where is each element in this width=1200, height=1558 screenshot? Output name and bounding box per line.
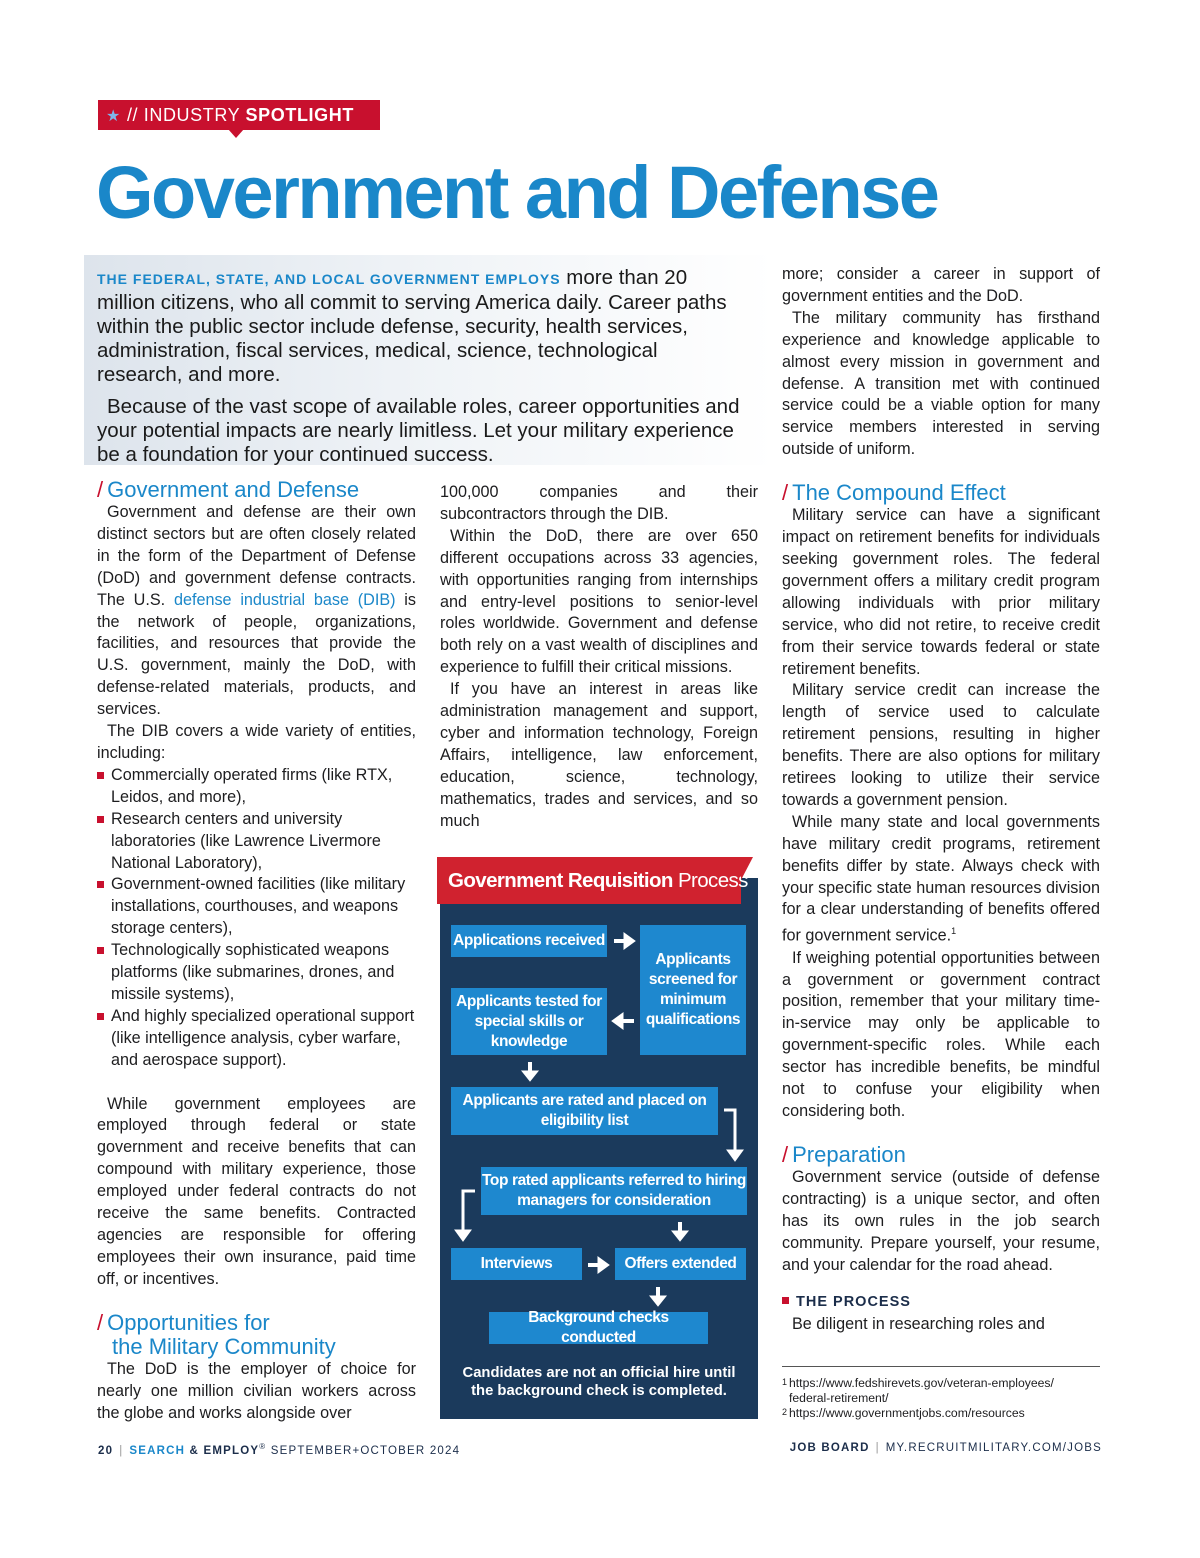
intro-lead-caps: THE FEDERAL, STATE, AND LOCAL GOVERNMENT EMPLOYS (97, 271, 561, 287)
footnote-2[interactable]: $^2$ https://www.governmentjobs.com/resources (782, 1406, 1025, 1420)
compound-paragraph-3: While many state and local governments have military credit programs, retirement benefits differ by state. Always check with your specific state human resources division for a clear understanding of benefits offered for government service.$^1$ (782, 812, 1100, 945)
page-title: Government and Defense (96, 151, 938, 234)
compound-paragraph-4: If weighing potential opportunities between a government or government contract position, remember that your military time-in-service may only be applicable to government-specific roles. While each sector has incredible benefits, be mindful not to confuse your eligibility when considering both. (782, 948, 1100, 1121)
step-applicants-screened: Applicants screened for minimum qualifications (640, 925, 746, 1055)
dib-link[interactable]: defense industrial base (DIB) (173, 590, 396, 609)
tag-prefix: // INDUSTRY (126, 105, 240, 125)
compound-paragraph-2: Military service credit can increase the length of service used to calculate retirement pensions, resulting in higher benefits. There are also options for military retirees looking to utilize their service towards a government pension. (782, 681, 1100, 809)
step-offers-extended: Offers extended (615, 1248, 746, 1280)
heading-government-defense: / Government and Defense (97, 477, 360, 502)
step-applicants-tested: Applicants tested for special skills or knowledge (451, 988, 607, 1055)
list-item: Commercially operated firms (like RTX, Leidos, and more), (97, 765, 416, 809)
list-item: Technologically sophisticated weapons platforms (like submarines, drones, and missile systems), (97, 940, 416, 1006)
list-item: Research centers and university laboratories (like Lawrence Livermore National Laboratory), (97, 809, 416, 875)
gov-paragraph-1: Government and defense are their own distinct sectors but are often closely related in the form of the Department of Defense (DoD) and government defense contracts. The U.S. defense industrial base (DIB) is the network of people, organizations, facilities, and resources that provide the U.S. government, mainly the DoD, with defense-related materials, products, and services. (97, 503, 416, 719)
step-applications-received: Applications received (451, 925, 607, 957)
arrow-down-icon (650, 1287, 666, 1306)
arrow-right-icon (614, 933, 635, 949)
gov-paragraph-3: While government employees are employed through federal or state government and receive benefits that can compound with military experience, those employed under federal contracts do not receive the same benefits. Contracted agencies are responsible for offering employees their own insurance, paid time off, or incentives. (97, 1094, 416, 1288)
process-heading: THE PROCESS (782, 1292, 1100, 1314)
opp-paragraph-1: The DoD is the employer of choice for nearly one million civilian workers across the globe and works alongside over (97, 1359, 416, 1422)
job-board-link[interactable]: MY.RECRUITMILITARY.COM/JOBS (885, 1442, 1102, 1454)
list-item: And highly specialized operational support (like intelligence analysis, cyber warfare, and aerospace support). (97, 1006, 416, 1072)
issue-date: SEPTEMBER+OCTOBER 2024 (266, 1444, 461, 1457)
footer-right: JOB BOARD | MY.RECRUITMILITARY.COM/JOBS (789, 1442, 1102, 1454)
footnote-1[interactable]: $^1$ https://www.fedshirevets.gov/veteran-employees/ federal-retirement/ (782, 1376, 1054, 1405)
step-interviews: Interviews (451, 1248, 582, 1280)
compound-paragraph-1: Military service can have a significant impact on retirement benefits for individuals seeking government roles. The federal government offers a military credit program allowing individuals with prior military service, who did not retire, to receive credit from their service towards federal or state retirement benefits. (782, 506, 1100, 678)
opp-paragraph-3: If you have an interest in areas like administration management and support, cyber and information technology, Foreign Affairs, intelligence, law enforcement, education, science, technology, mathematics, trades and services, and so much (440, 680, 758, 830)
opp-paragraph-3-cont: more; consider a career in support of government entities and the DoD. (782, 265, 1100, 305)
tag-highlight: SPOTLIGHT (245, 105, 354, 125)
step-background-checks: Background checks conducted (489, 1312, 708, 1344)
heading-compound-effect: / The Compound Effect (782, 480, 1006, 506)
arrow-bend-down-icon (724, 1110, 743, 1161)
opp-paragraph-1-cont: 100,000 companies and their subcontractors through the DIB. (440, 483, 758, 523)
arrow-right-icon (588, 1257, 609, 1273)
arrow-down-icon (522, 1062, 538, 1081)
arrow-left-icon (612, 1013, 634, 1029)
heading-preparation: / Preparation (782, 1141, 906, 1167)
infographic-title: Government Requisition Process (437, 857, 741, 904)
gov-paragraph-2: The DIB covers a wide variety of entities, including: (97, 722, 416, 762)
arrow-down-icon (672, 1222, 688, 1241)
step-applicants-rated: Applicants are rated and placed on eligibility list (451, 1087, 718, 1135)
step-applicants-referred: Top rated applicants referred to hiring managers for consideration (481, 1167, 747, 1215)
arrow-bend-down-left-icon (455, 1191, 475, 1241)
list-item: Government-owned facilities (like military installations, courthouses, and weapons storage centers), (97, 874, 416, 940)
column-3 (782, 264, 1100, 1336)
intro-paragraph-2: Because of the vast scope of available roles, career opportunities and your potential impacts are nearly limitless. Let your military experience be a foundation for your continued success. (97, 395, 740, 466)
intro-p1-text: more than 20 million citizens, who all commit to serving America daily. Career paths within the public sector include defense, security, health services, administration, fiscal services, medical, science, technological research, and more. (97, 266, 727, 386)
brand-name: SEARCH (129, 1444, 186, 1457)
process-paragraph: Be diligent in researching roles and (792, 1315, 1045, 1334)
heading-opportunities: / Opportunities for the Military Community (97, 1309, 336, 1359)
page-number: 20 (98, 1444, 114, 1457)
opp-paragraph-2: Within the DoD, there are over 650 different occupations across 33 agencies, with opportunities ranging from internships and entry-level positions to senior-level roles worldwide. Government and defense both rely on a vast wealth of disciplines and experience to fulfill their critical missions. (440, 526, 758, 677)
opp-paragraph-4: The military community has firsthand experience and knowledge applicable to almost every mission in government and defense. A transition met with continued service could be a viable option for many service members interested in serving outside of uniform. (782, 308, 1100, 459)
footnote-ref[interactable]: 1 (951, 926, 957, 937)
bullet-square-icon (782, 1297, 789, 1304)
prep-paragraph-1: Government service (outside of defense contracting) is a unique sector, and often has its own rules in the job search community. Prepare yourself, your resume, and your calendar for the road ahead. (782, 1167, 1100, 1274)
infographic-note: Candidates are not an official hire until the background check is completed. (462, 1365, 736, 1399)
footnote-divider (782, 1366, 1100, 1367)
footer-left: 20 | SEARCH & EMPLOY® SEPTEMBER+OCTOBER 2024 (98, 1442, 461, 1457)
star-icon: ★ (106, 108, 121, 125)
